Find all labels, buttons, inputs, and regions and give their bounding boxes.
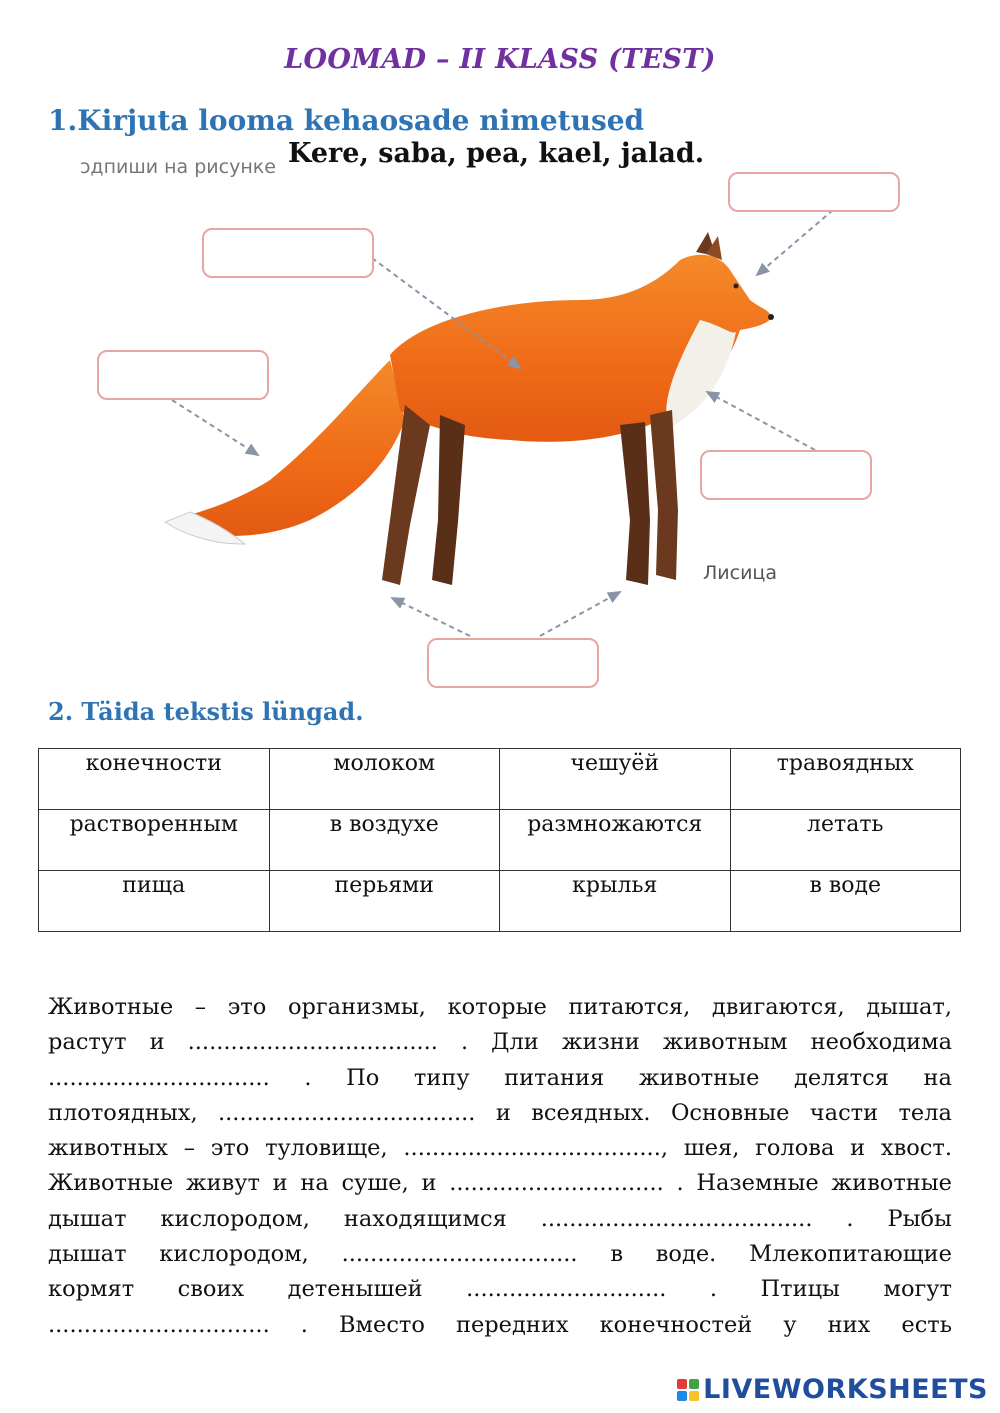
passage-word: По [346,1064,380,1091]
brand-text: LIVEWORKSHEETS [703,1374,988,1405]
passage-word: Птицы [760,1276,840,1303]
word-bank-table [38,748,961,932]
passage-word: Животные [48,1170,174,1197]
fox-leg [620,422,650,585]
fox-illustration [60,160,960,700]
passage-word: них [827,1311,871,1338]
passage-word: на [300,1170,329,1197]
passage-word: . [846,1205,854,1232]
passage-word: у [783,1311,797,1338]
passage-line [48,1096,952,1131]
passage-word: животным [662,1029,788,1056]
task2-heading: 2. Täida tekstis lüngad. [48,697,364,726]
passage-line [48,1025,952,1060]
word-bank-text: Kere, saba, pea, kael, jalad. [288,138,705,169]
passage-word: Млекопитающие [749,1241,952,1268]
passage-word: и [421,1170,437,1197]
passage-word: ............................... [48,1064,270,1091]
table-row [39,810,961,871]
passage-word: и [272,1170,288,1197]
passage-line [48,1166,952,1201]
fox-nose [768,314,774,320]
passage-word: туловище, [265,1135,388,1162]
label-input-box[interactable] [427,638,599,688]
passage-word: живут [185,1170,260,1197]
passage-word: .............................. [449,1170,664,1197]
passage-line [48,1272,952,1307]
label-input-box[interactable] [728,172,900,212]
table-cell: чешуёй [500,749,731,810]
passage-word: всеядных. [531,1099,651,1126]
passage-word: делятся [794,1064,889,1091]
fox-caption: Лисица [703,562,778,584]
table-row [39,749,961,810]
table-cell: размножаются [500,810,731,871]
passage-word: растут [48,1029,127,1056]
passage-word: питаются, [568,994,691,1020]
worksheet-title: LOOMAD – II KLASS (TEST) [284,44,716,75]
pointer-arrow [757,210,833,275]
passage-word: шея, [683,1135,740,1162]
passage-word: Рыбы [887,1205,952,1232]
passage-word: находящимся [343,1205,507,1232]
passage-word: дышат [48,1241,127,1268]
passage-word: организмы, [287,994,426,1020]
passage-line [48,1308,952,1343]
passage-line [48,1237,952,1272]
table-row [39,871,961,932]
fox-diagram [60,156,960,700]
passage-word: .................................... [217,1099,476,1126]
cropped-instruction-fragment: ɔдпиши на рисунке [80,156,276,178]
table-cell: крылья [500,871,731,932]
passage-word: . [676,1170,684,1197]
passage-word: . [460,1029,469,1056]
passage-word: в [610,1241,624,1268]
liveworksheets-logo-icon [677,1379,699,1401]
fox-eye [734,284,739,289]
passage-word: питания [504,1064,605,1091]
passage-word: ............................ [466,1276,667,1303]
passage-word: Дли [491,1029,539,1056]
passage-word: Животные [48,994,174,1020]
table-cell: в воздухе [269,810,500,871]
passage-word: животные [638,1064,760,1091]
passage-word: необходима [810,1029,952,1056]
passage-word: . [300,1311,308,1338]
label-input-box[interactable] [202,228,374,278]
passage-word: кислородом, [160,1205,310,1232]
passage-line [48,990,952,1025]
passage-word: кислородом, [159,1241,309,1268]
passage-word: есть [901,1311,952,1338]
task1-heading: 1.Kirjuta looma kehaosade nimetused [48,104,645,137]
label-input-box[interactable] [700,450,872,500]
passage-word: хвост. [880,1135,952,1162]
passage-word: которые [447,994,547,1020]
passage-line [48,1061,952,1096]
passage-word: кормят [48,1276,135,1303]
fox-leg [432,415,465,585]
passage-word: плотоядных, [48,1099,198,1126]
passage-word: и [495,1099,511,1126]
passage-word: двигаются, [711,994,845,1020]
passage-word: ............................... [48,1311,270,1338]
fill-in-passage [48,990,952,1343]
passage-word: это [227,994,267,1020]
label-input-box[interactable] [97,350,269,400]
passage-word: Наземные [696,1170,819,1197]
passage-word: передних [455,1311,569,1338]
fox-leg [650,410,678,580]
passage-word: могут [883,1276,952,1303]
passage-word: Вместо [338,1311,425,1338]
passage-word: – [183,1135,195,1162]
table-cell: в воде [730,871,961,932]
passage-word: суше, [341,1170,409,1197]
passage-word: . [304,1064,312,1091]
passage-word: конечностей [599,1311,753,1338]
table-cell: растворенным [39,810,270,871]
passage-word: ................................. [341,1241,578,1268]
passage-word: . [709,1276,718,1303]
passage-word: голова [755,1135,835,1162]
passage-word: животных [48,1135,168,1162]
passage-word: части [809,1099,879,1126]
passage-word: детенышей [287,1276,423,1303]
table-cell: перьями [269,871,500,932]
table-cell: конечности [39,749,270,810]
passage-word: и [850,1135,866,1162]
passage-word: это [210,1135,250,1162]
passage-word: своих [177,1276,245,1303]
passage-word: ...................................... [540,1205,813,1232]
passage-word: и [149,1029,165,1056]
passage-line [48,1202,952,1237]
passage-line [48,1131,952,1166]
passage-word: жизни [561,1029,640,1056]
liveworksheets-brand [677,1374,988,1405]
pointer-arrow [707,392,815,450]
passage-word: типу [413,1064,470,1091]
pointer-arrow [392,598,470,636]
passage-word: Основные [670,1099,790,1126]
passage-word: – [194,994,207,1020]
passage-word: дышат, [866,994,952,1020]
passage-word: воде. [655,1241,717,1268]
table-cell: молоком [269,749,500,810]
passage-word: ...................................., [403,1135,669,1162]
table-cell: летать [730,810,961,871]
passage-word: ................................... [187,1029,438,1056]
passage-word: животные [831,1170,952,1197]
table-cell: пища [39,871,270,932]
passage-word: на [923,1064,952,1091]
passage-word: тела [898,1099,952,1126]
pointer-arrow [172,400,258,455]
passage-word: дышат [48,1205,127,1232]
pointer-arrow [540,592,620,636]
table-cell: травоядных [730,749,961,810]
